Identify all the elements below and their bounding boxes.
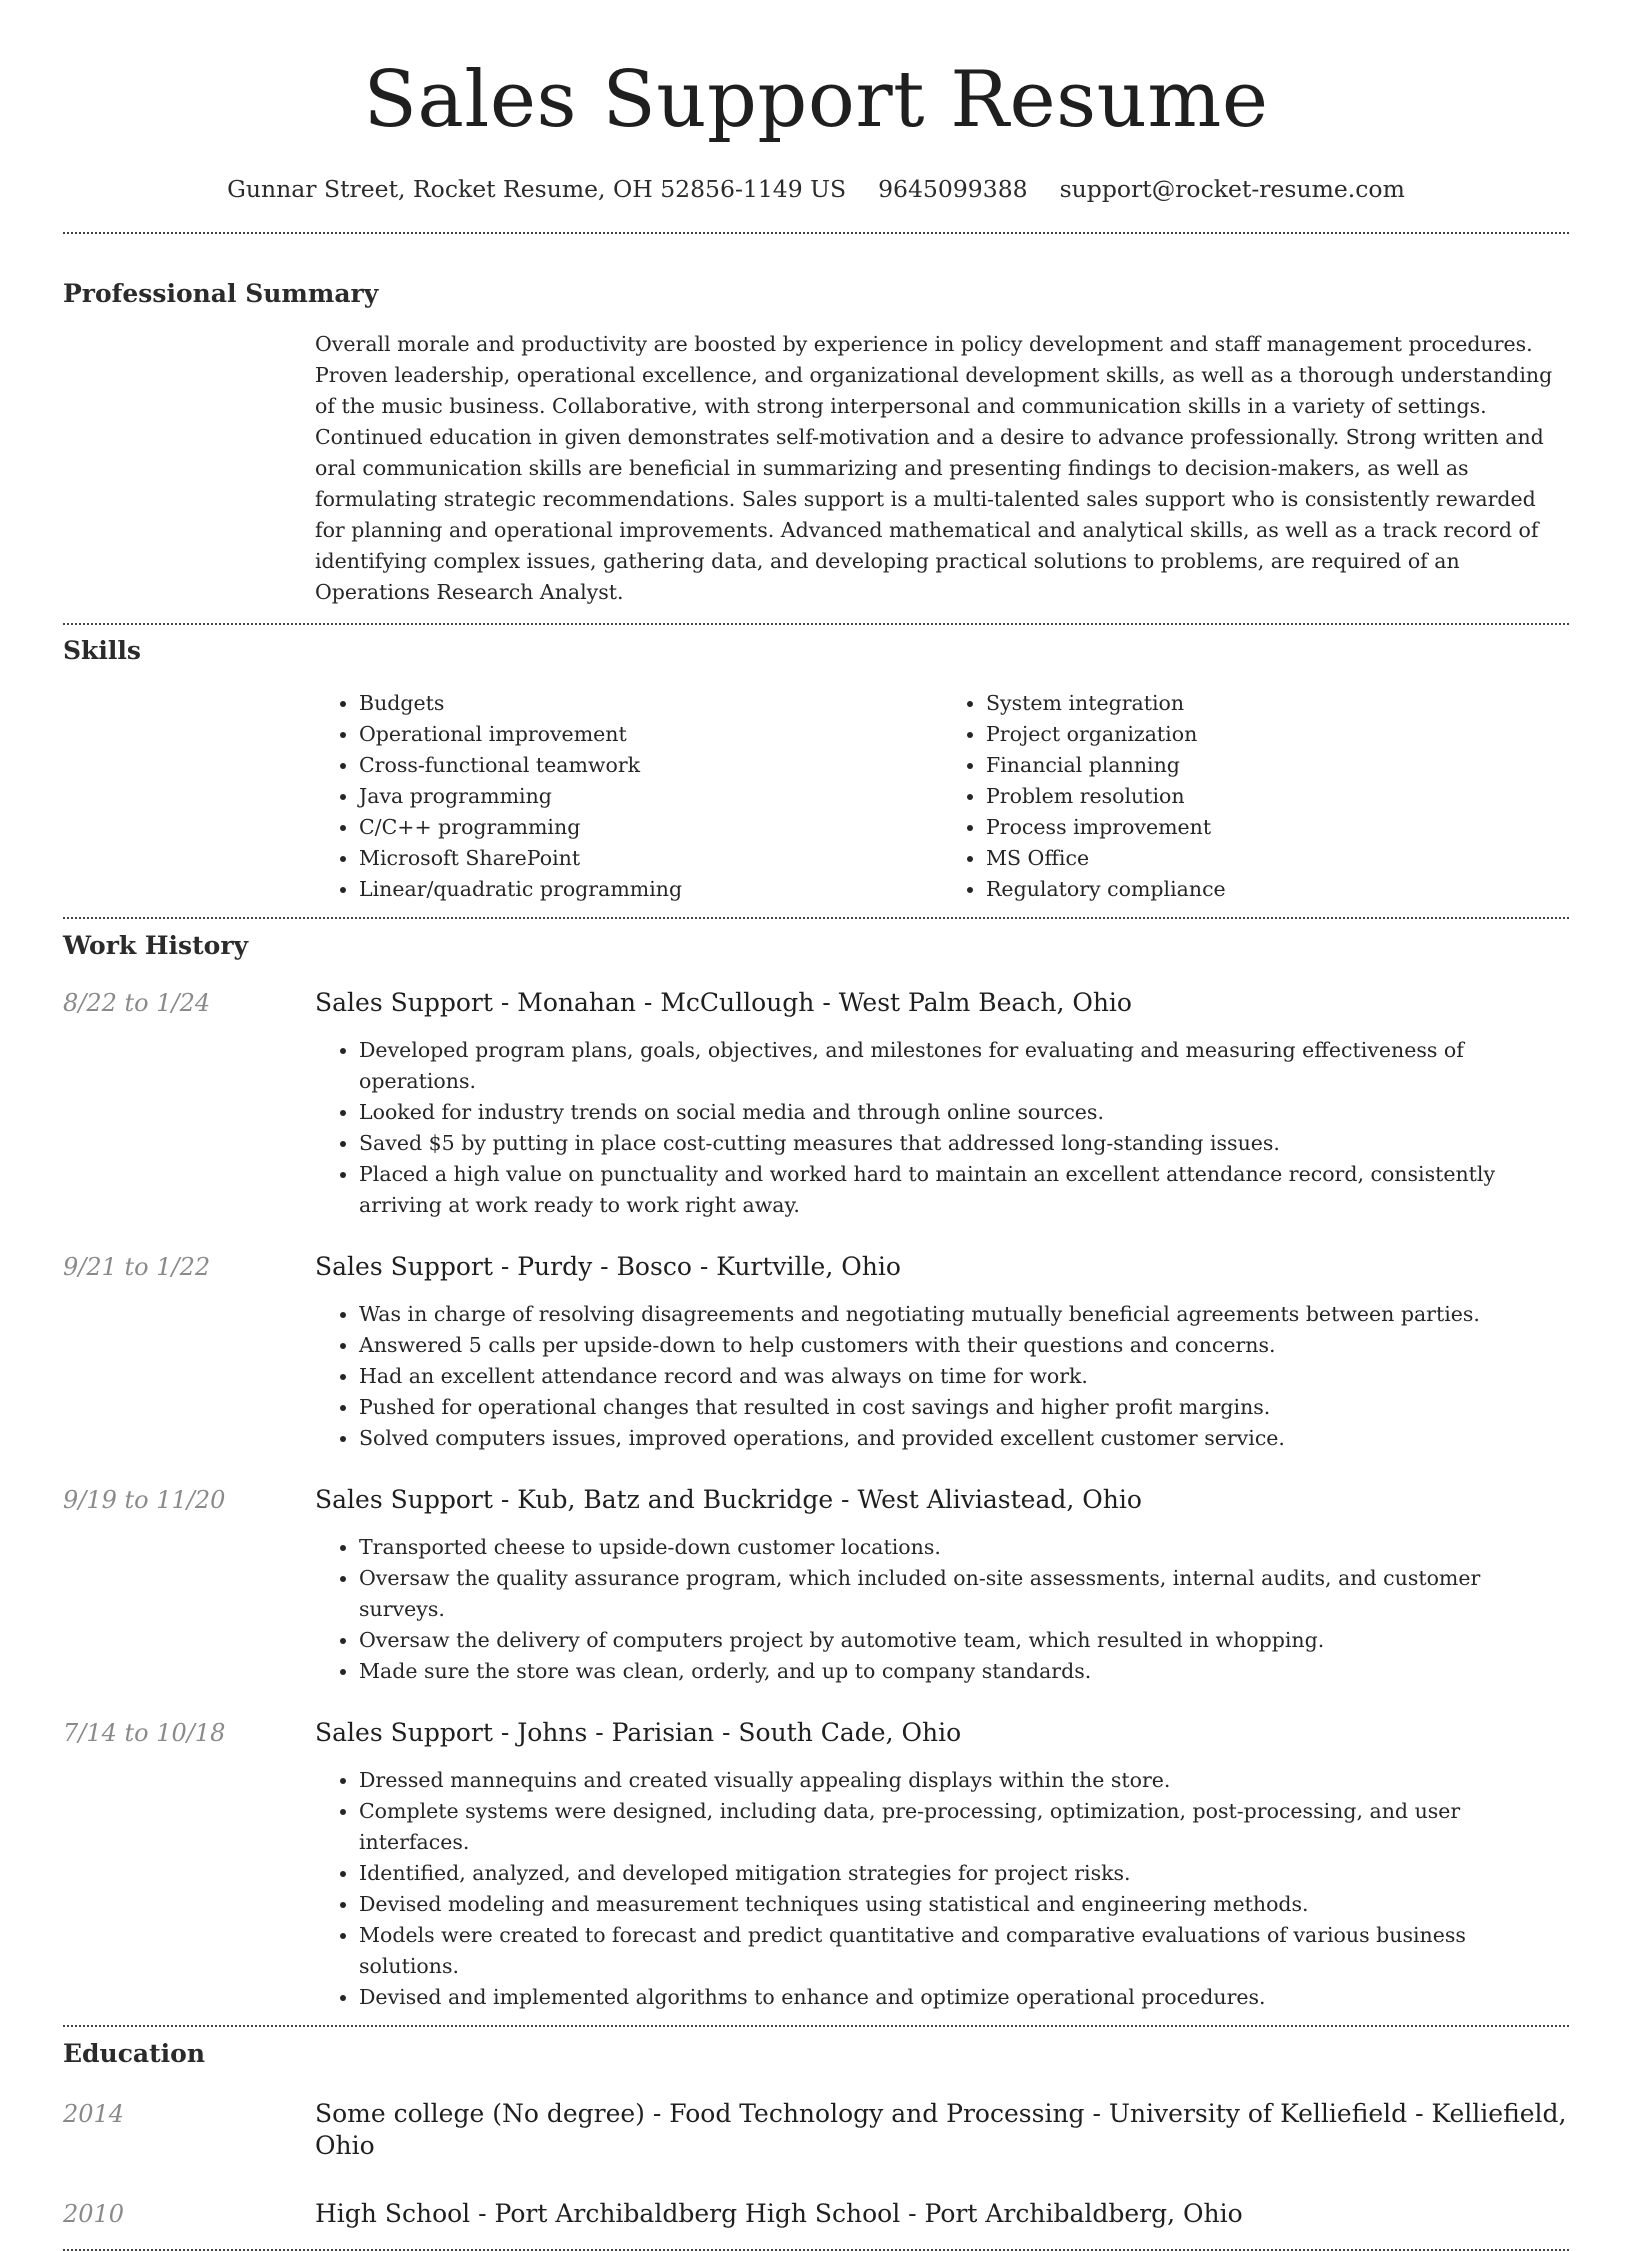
skills-column-left [315, 688, 942, 905]
skill-item: • Budgets [359, 688, 942, 719]
skill-item: • Financial planning [986, 750, 1569, 781]
job-body [315, 1484, 1569, 1687]
job-entry [63, 987, 1569, 1221]
contact-line [63, 172, 1569, 206]
skill-item: • Cross-functional teamwork [359, 750, 942, 781]
section-divider [63, 2025, 1569, 2027]
skill-item: • Linear/quadratic programming [359, 874, 942, 905]
job-bullet: • Dressed mannequins and created visually appealing displays within the store. [359, 1765, 1569, 1796]
job-bullet: • Identified, analyzed, and developed mitigation strategies for project risks. [359, 1858, 1569, 1889]
job-bullet: • Had an excellent attendance record and was always on time for work. [359, 1361, 1569, 1392]
job-bullet: • Solved computers issues, improved operations, and provided excellent customer service. [359, 1423, 1569, 1454]
professional-summary-section [63, 278, 1569, 608]
skills-grid [315, 688, 1569, 905]
job-bullet: • Pushed for operational changes that resulted in cost savings and higher profit margins. [359, 1392, 1569, 1423]
education-entry [63, 2198, 1569, 2230]
job-bullet: • Models were created to forecast and predict quantitative and comparative evaluations of various business solutions. [359, 1920, 1569, 1982]
education-year: 2014 [63, 2100, 125, 2128]
job-entry [63, 1484, 1569, 1687]
skill-item: • Problem resolution [986, 781, 1569, 812]
job-bullet: • Devised modeling and measurement techniques using statistical and engineering methods. [359, 1889, 1569, 1920]
skill-item: • Project organization [986, 719, 1569, 750]
job-bullet: • Complete systems were designed, including data, pre-processing, optimization, post-processing, and user interfaces. [359, 1796, 1569, 1858]
job-bullet: • Was in charge of resolving disagreements and negotiating mutually beneficial agreements between parties. [359, 1299, 1569, 1330]
skill-item: • Microsoft SharePoint [359, 843, 942, 874]
job-bullet: • Looked for industry trends on social media and through online sources. [359, 1097, 1569, 1128]
section-heading-work-history: Work History [63, 931, 249, 960]
job-bullet: • Placed a high value on punctuality and worked hard to maintain an excellent attendance record, consistently arriving at work ready to work right away. [359, 1159, 1569, 1221]
job-bullet: • Transported cheese to upside-down customer locations. [359, 1532, 1569, 1563]
job-dates: 8/22 to 1/24 [63, 989, 211, 1017]
job-entry [63, 1251, 1569, 1454]
job-bullets [315, 1765, 1569, 2013]
skills-section [63, 635, 1569, 905]
job-dates: 7/14 to 10/18 [63, 1719, 226, 1747]
education-year: 2010 [63, 2200, 125, 2228]
skills-column-right [942, 688, 1569, 905]
job-body [315, 987, 1569, 1221]
education-text: Some college (No degree) - Food Technology and Processing - University of Kelliefield - Kelliefield, Ohio [315, 2099, 1567, 2160]
skill-item: • System integration [986, 688, 1569, 719]
education-section [63, 2038, 1569, 2230]
job-title: Sales Support - Monahan - McCullough - West Palm Beach, Ohio [315, 988, 1132, 1017]
job-bullet: • Oversaw the delivery of computers project by automotive team, which resulted in whopping. [359, 1625, 1569, 1656]
job-bullets [315, 1035, 1569, 1221]
job-bullet: • Oversaw the quality assurance program, which included on-site assessments, internal audits, and customer surveys. [359, 1563, 1569, 1625]
skill-item: • Operational improvement [359, 719, 942, 750]
job-dates: 9/19 to 11/20 [63, 1486, 226, 1514]
job-dates: 9/21 to 1/22 [63, 1253, 211, 1281]
education-entry [63, 2098, 1569, 2162]
job-bullet: • Devised and implemented algorithms to enhance and optimize operational procedures. [359, 1982, 1569, 2013]
section-heading-summary: Professional Summary [63, 279, 379, 308]
contact-phone: 9645099388 [878, 175, 1028, 203]
job-bullet: • Answered 5 calls per upside-down to help customers with their questions and concerns. [359, 1330, 1569, 1361]
job-bullets [315, 1299, 1569, 1454]
job-entry [63, 1717, 1569, 2013]
contact-email: support@rocket-resume.com [1059, 175, 1405, 203]
work-history-section [63, 930, 1569, 2013]
summary-text: Overall morale and productivity are boosted by experience in policy development and staff management procedures. Proven leadership, operational excellence, and organizational development skills, as well as a thorough understanding of the music business. Collaborative, with strong interpersonal and communication skills in a variety of settings. Continued education in given demonstrates self-motivation and a desire to advance professionally. Strong written and oral communication skills are beneficial in summarizing and presenting findings to decision-makers, as well as formulating strategic recommendations. Sales support is a multi-talented sales support who is consistently rewarded for planning and operational improvements. Advanced mathematical and analytical skills, as well as a track record of identifying complex issues, gathering data, and developing practical solutions to problems, are required of an Operations Research Analyst. [315, 332, 1553, 604]
job-body [315, 1717, 1569, 2013]
education-text: High School - Port Archibaldberg High School - Port Archibaldberg, Ohio [315, 2199, 1243, 2228]
job-body [315, 1251, 1569, 1454]
skill-item: • Java programming [359, 781, 942, 812]
section-divider [63, 232, 1569, 234]
job-bullet: • Made sure the store was clean, orderly, and up to company standards. [359, 1656, 1569, 1687]
skill-item: • Regulatory compliance [986, 874, 1569, 905]
job-bullets [315, 1532, 1569, 1687]
job-title: Sales Support - Johns - Parisian - South Cade, Ohio [315, 1718, 962, 1747]
section-divider [63, 917, 1569, 919]
job-title: Sales Support - Purdy - Bosco - Kurtville, Ohio [315, 1252, 901, 1281]
job-bullet: • Saved $5 by putting in place cost-cutting measures that addressed long-standing issues. [359, 1128, 1569, 1159]
job-title: Sales Support - Kub, Batz and Buckridge - West Aliviastead, Ohio [315, 1485, 1142, 1514]
section-divider [63, 623, 1569, 625]
contact-address: Gunnar Street, Rocket Resume, OH 52856-1149 US [227, 175, 847, 203]
skill-item: • Process improvement [986, 812, 1569, 843]
section-heading-skills: Skills [63, 636, 141, 665]
skill-item: • C/C++ programming [359, 812, 942, 843]
job-bullet: • Developed program plans, goals, objectives, and milestones for evaluating and measuring effectiveness of operations. [359, 1035, 1569, 1097]
resume-title: Sales Support Resume [363, 55, 1269, 145]
section-heading-education: Education [63, 2039, 206, 2068]
skill-item: • MS Office [986, 843, 1569, 874]
